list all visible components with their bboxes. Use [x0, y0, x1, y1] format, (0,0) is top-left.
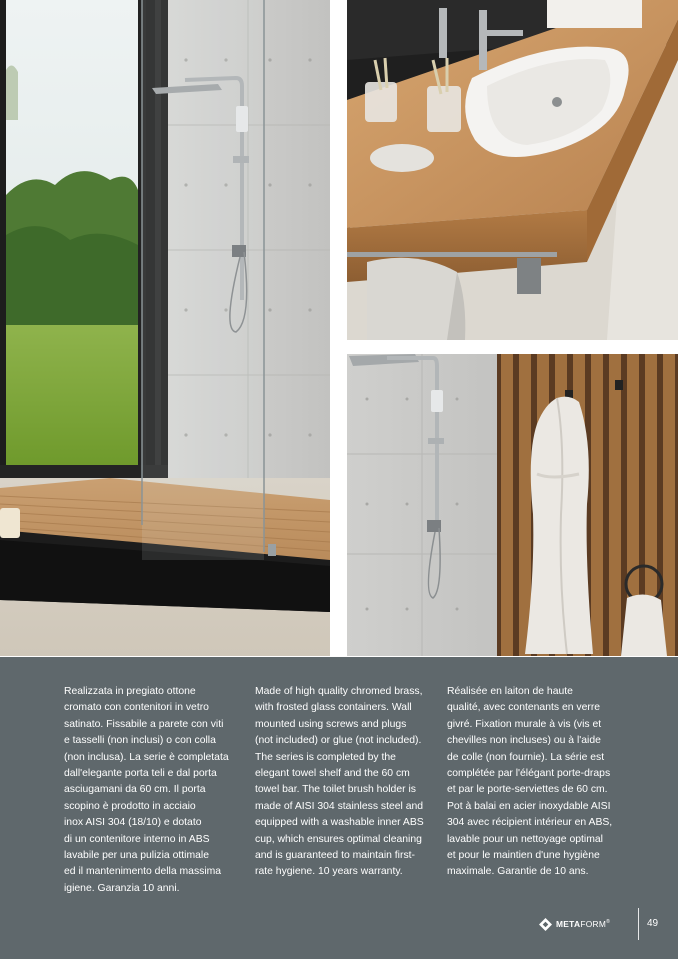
brand-logo	[539, 917, 610, 931]
page-number: 49	[647, 918, 659, 929]
photo-vanity	[347, 0, 678, 340]
footer-divider	[638, 908, 639, 940]
description-italian: Realizzata in pregiato ottone cromato con contenitori in vetro satinato. Fissabile a parete con viti e tasselli (non inclusi) o con colla (non inclusa). La serie è completata dall'elegante porta teli e dal porta asciugamani da 60 cm. Il porta scopino è prodotto in acciaio inox AISI 304 (18/10) e dotato di un contenitore interno in ABS lavabile per una pulizia ottimale ed il mantenimento della massima igiene. Garanzia 10 anni.	[64, 686, 229, 894]
description-panel	[0, 657, 678, 959]
description-french: Réalisée en laiton de haute qualité, avec contenants en verre givré. Fixation murale à vis (vis et chevilles non incluses) ou à l'aide de colle (non fournie). La série est complétée par l'élégant porte-draps et par le porte-serviettes de 60 cm. Pot à balai en acier inoxydable AISI 304 avec récipient intérieur en ABS, lavable pour un nettoyage optimal et pour le maintien d'une hygiène maximale. Garantie de 10 ans.	[447, 686, 613, 878]
brand-name: METAFORM®	[556, 919, 611, 929]
photo-column	[347, 354, 678, 656]
description-english: Made of high quality chromed brass, with frosted glass containers. Wall mounted using screws and plugs (not included) or glue (not included). The series is completed by the elegant towel shelf and the 60 cm towel bar. The toilet brush holder is made of AISI 304 stainless steel and equipped with a washable inner ABS cup, which ensures optimal cleaning and is guaranteed to maintain first- rate hygiene. 10 years warranty.	[255, 686, 424, 878]
metaform-logo-icon	[539, 918, 552, 931]
photo-shower-room	[0, 0, 330, 656]
